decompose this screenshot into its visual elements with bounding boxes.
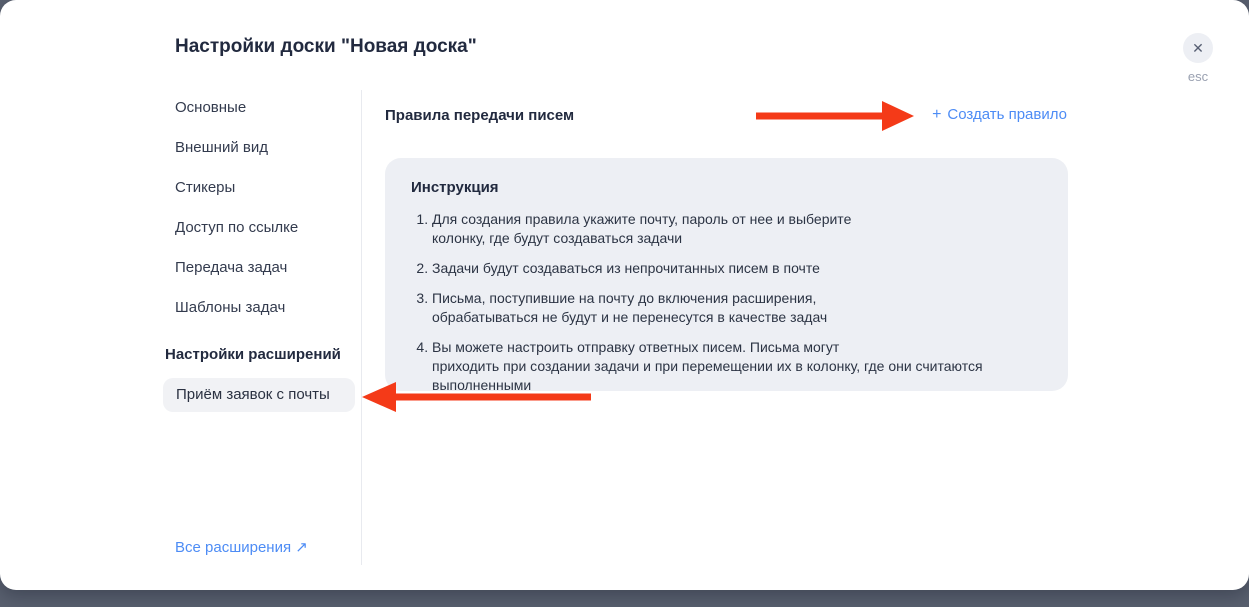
external-link-icon: ↗ — [295, 539, 308, 556]
sidebar-item-task-templates[interactable]: Шаблоны задач — [175, 299, 286, 316]
sidebar-divider — [361, 90, 362, 565]
esc-hint: esc — [1187, 69, 1209, 84]
close-icon: ✕ — [1192, 40, 1204, 56]
sidebar-extensions-header: Настройки расширений — [165, 346, 341, 363]
instruction-item: 4. Вы можете настроить отправку ответных писем. Письма могут приходить при создании задачи и при перемещении их в колонку, где они считаются выполненными — [432, 338, 1042, 395]
create-rule-button[interactable] — [932, 106, 1067, 124]
all-extensions-link[interactable] — [175, 538, 308, 556]
sidebar-item-link-access[interactable]: Доступ по ссылке — [175, 219, 299, 236]
close-button[interactable] — [1183, 33, 1213, 63]
instruction-item: 2. Задачи будут создаваться из непрочитанных писем в почте — [432, 259, 1042, 278]
page-title: Настройки доски "Новая доска" — [175, 36, 477, 57]
sidebar-item-task-transfer[interactable]: Передача задач — [175, 259, 288, 276]
instruction-list — [411, 210, 1042, 395]
instruction-card — [385, 158, 1068, 391]
sidebar-item-stickers[interactable]: Стикеры — [175, 179, 236, 196]
sidebar-item-mail-intake[interactable] — [163, 378, 355, 412]
instruction-title: Инструкция — [411, 179, 499, 196]
annotation-arrow-right — [756, 99, 916, 133]
close-control — [1182, 33, 1214, 84]
sidebar-item-appearance[interactable]: Внешний вид — [175, 139, 268, 156]
plus-icon: + — [932, 106, 942, 123]
instruction-item: 1. Для создания правила укажите почту, пароль от нее и выберите колонку, где будут создаваться задачи — [432, 210, 1042, 248]
all-extensions-label: Все расширения — [175, 539, 292, 556]
instruction-item: 3. Письма, поступившие на почту до включения расширения, обрабатываться не будут и не перенесутся в качестве задач — [432, 289, 1042, 327]
section-heading: Правила передачи писем — [385, 107, 575, 124]
create-rule-label: Создать правило — [947, 106, 1067, 123]
sidebar-item-mail-intake-label: Приём заявок с почты — [176, 386, 330, 403]
sidebar-item-basic[interactable]: Основные — [175, 99, 247, 116]
